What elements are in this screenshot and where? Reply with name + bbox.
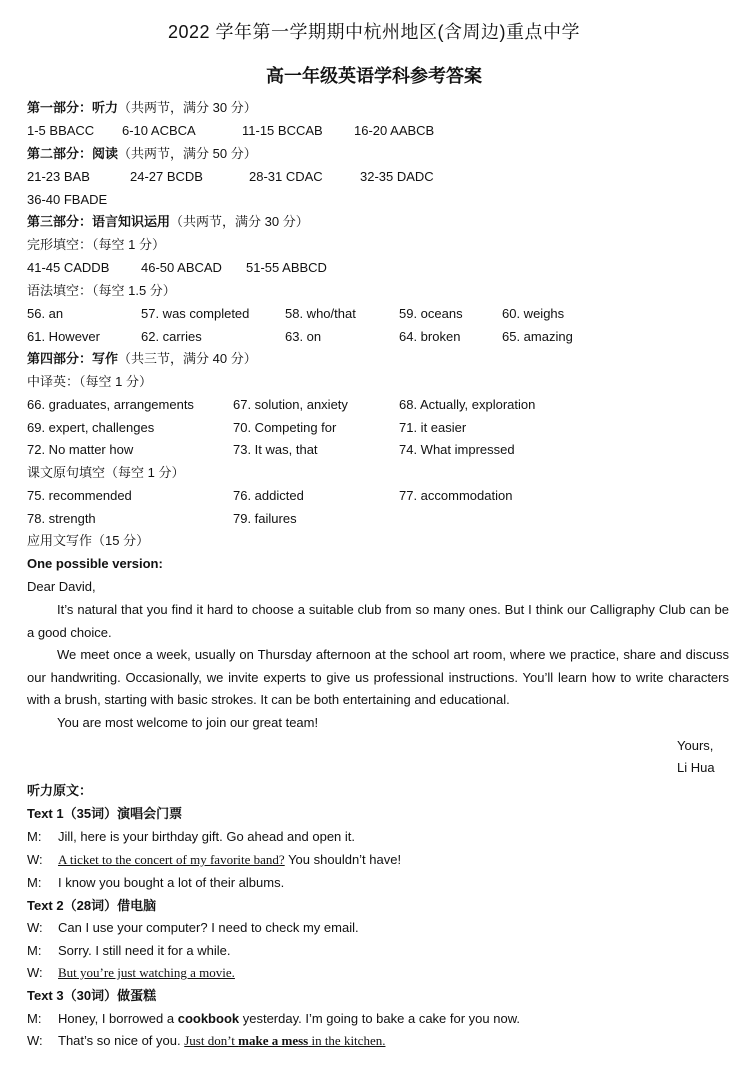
dialogue-text: Can I use your computer? I need to check my email.: [58, 920, 359, 935]
letter-greeting: Dear David,: [27, 579, 96, 594]
dialogue-line: [27, 850, 401, 870]
answer-item: 65. amazing: [502, 329, 573, 344]
dialogue-text: yesterday. I’m going to bake a cake for you now.: [239, 1011, 520, 1026]
part1-header: [27, 98, 257, 118]
answer-item: 74. What impressed: [399, 442, 515, 457]
answer-item: 78. strength: [27, 511, 96, 526]
transcript-text-title: Text 3（30词）做蛋糕: [27, 988, 157, 1003]
answer-item: 73. It was, that: [233, 442, 318, 457]
essay-paragraph-2: We meet once a week, usually on Thursday afternoon at the school art room, where we practice, share and discuss our handwriting. Occasionally, we invite experts to give us professional instructions. You’ll learn how to write characters with a brush, starting with basic strokes. It can be both entertaining and educational.: [27, 647, 729, 707]
answer-item: 69. expert, challenges: [27, 420, 155, 435]
speaker-label: M:: [27, 943, 42, 958]
part2-header: [27, 144, 257, 164]
dialogue-line: [27, 1009, 520, 1029]
underlined-answer-text: But you’re just watching a movie.: [58, 965, 235, 980]
answer-item: 66. graduates, arrangements: [27, 397, 194, 412]
answer-item: 59. oceans: [399, 306, 463, 321]
speaker-label: M:: [27, 829, 42, 844]
speaker-label: M:: [27, 1011, 42, 1026]
dialogue-line: [27, 873, 284, 893]
answer-item: 56. an: [27, 306, 64, 321]
transcript-text-title: Text 1（35词）演唱会门票: [27, 806, 183, 821]
answer-item: 64. broken: [399, 329, 461, 344]
answer-item: 77. accommodation: [399, 488, 513, 503]
part3-note: （共两节，满分 30 分）: [170, 214, 309, 229]
letter-closing: Yours,: [677, 738, 714, 753]
answer-item: 61. However: [27, 329, 100, 344]
dialogue-text: You shouldn’t have!: [284, 852, 402, 867]
answer-item: 76. addicted: [233, 488, 304, 503]
dialogue-line: [27, 1031, 385, 1051]
answer-group: 51-55 ABBCD: [246, 260, 327, 275]
answer-item: 58. who/that: [285, 306, 356, 321]
part3-header: [27, 212, 309, 232]
part4-header: [27, 349, 257, 369]
essay-paragraph-1: It’s natural that you find it hard to choose a suitable club from so many ones. But I think our Calligraphy Club can be a good choice.: [27, 602, 729, 640]
part4-heading: 第四部分：写作: [27, 351, 119, 366]
answer-item: 57. was completed: [141, 306, 250, 321]
dialogue-line: [27, 827, 355, 847]
answer-item: 68. Actually, exploration: [399, 397, 536, 412]
writing-label: 应用文写作（15 分）: [27, 533, 150, 548]
answer-group: 24-27 BCDB: [130, 169, 203, 184]
answer-group: 16-20 AABCB: [354, 123, 435, 138]
document-title: 2022 学年第一学期期中杭州地区(含周边)重点中学: [167, 22, 581, 42]
answer-item: 62. carries: [141, 329, 202, 344]
speaker-label: W:: [27, 1033, 43, 1048]
transcript-heading: 听力原文：: [27, 783, 93, 798]
speaker-label: M:: [27, 875, 42, 890]
underlined-segment: in the kitchen.: [308, 1033, 386, 1048]
answer-item: 70. Competing for: [233, 420, 337, 435]
answer-item: 75. recommended: [27, 488, 132, 503]
answer-item: 71. it easier: [399, 420, 467, 435]
underlined-answer-text: A ticket to the concert of my favorite band?: [58, 852, 285, 867]
answer-group: 11-15 BCCAB: [242, 123, 323, 138]
dialogue-line: [27, 963, 235, 983]
part1-heading: 第一部分：听力: [27, 100, 119, 115]
speaker-label: W:: [27, 852, 43, 867]
answer-group: 6-10 ACBCA: [122, 123, 196, 138]
letter-signature: Li Hua: [677, 760, 715, 775]
grammar-label: 语法填空：（每空 1.5 分）: [27, 283, 176, 298]
textbook-label: 课文原句填空（每空 1 分）: [27, 465, 185, 480]
dialogue-text: Honey, I borrowed a: [58, 1011, 178, 1026]
answer-group: 46-50 ABCAD: [141, 260, 222, 275]
translate-label: 中译英：（每空 1 分）: [27, 374, 152, 389]
version-label: One possible version:: [27, 556, 163, 571]
dialogue-text: Jill, here is your birthday gift. Go ahead and open it.: [58, 829, 356, 844]
dialogue-text: That’s so nice of you.: [58, 1033, 185, 1048]
transcript-text-title: Text 2（28词）借电脑: [27, 898, 157, 913]
answer-item: 67. solution, anxiety: [233, 397, 348, 412]
dialogue-text: Sorry. I still need it for a while.: [58, 943, 231, 958]
answer-group: 1-5 BBACC: [27, 123, 95, 138]
answer-item: 79. failures: [233, 511, 297, 526]
dialogue-line: [27, 918, 359, 938]
answer-item: 72. No matter how: [27, 442, 134, 457]
answer-item: 60. weighs: [502, 306, 565, 321]
answer-group: 21-23 BAB: [27, 169, 90, 184]
answer-group: 36-40 FBADE: [27, 192, 108, 207]
part3-heading: 第三部分：语言知识运用: [27, 214, 171, 229]
part2-note: （共两节，满分 50 分）: [118, 146, 257, 161]
essay-paragraph-3: You are most welcome to join our great team!: [57, 715, 319, 730]
answer-group: 28-31 CDAC: [249, 169, 323, 184]
answer-group: 41-45 CADDB: [27, 260, 110, 275]
bold-keyword: cookbook: [177, 1011, 240, 1026]
part2-heading: 第二部分：阅读: [27, 146, 119, 161]
bold-keyword: make a mess: [238, 1033, 309, 1048]
answer-item: 63. on: [285, 329, 322, 344]
answer-group: 32-35 DADC: [360, 169, 434, 184]
speaker-label: W:: [27, 965, 43, 980]
document-subtitle: 高一年级英语学科参考答案: [266, 66, 482, 86]
dialogue-line: [27, 941, 230, 961]
underlined-segment: Just don’t: [184, 1033, 239, 1048]
underlined-answer-text: [184, 1033, 385, 1048]
part1-note: （共两节，满分 30 分）: [118, 100, 257, 115]
dialogue-text: I know you bought a lot of their albums.: [58, 875, 285, 890]
part4-note: （共三节，满分 40 分）: [118, 351, 257, 366]
speaker-label: W:: [27, 920, 43, 935]
cloze-label: 完形填空：（每空 1 分）: [27, 237, 165, 252]
